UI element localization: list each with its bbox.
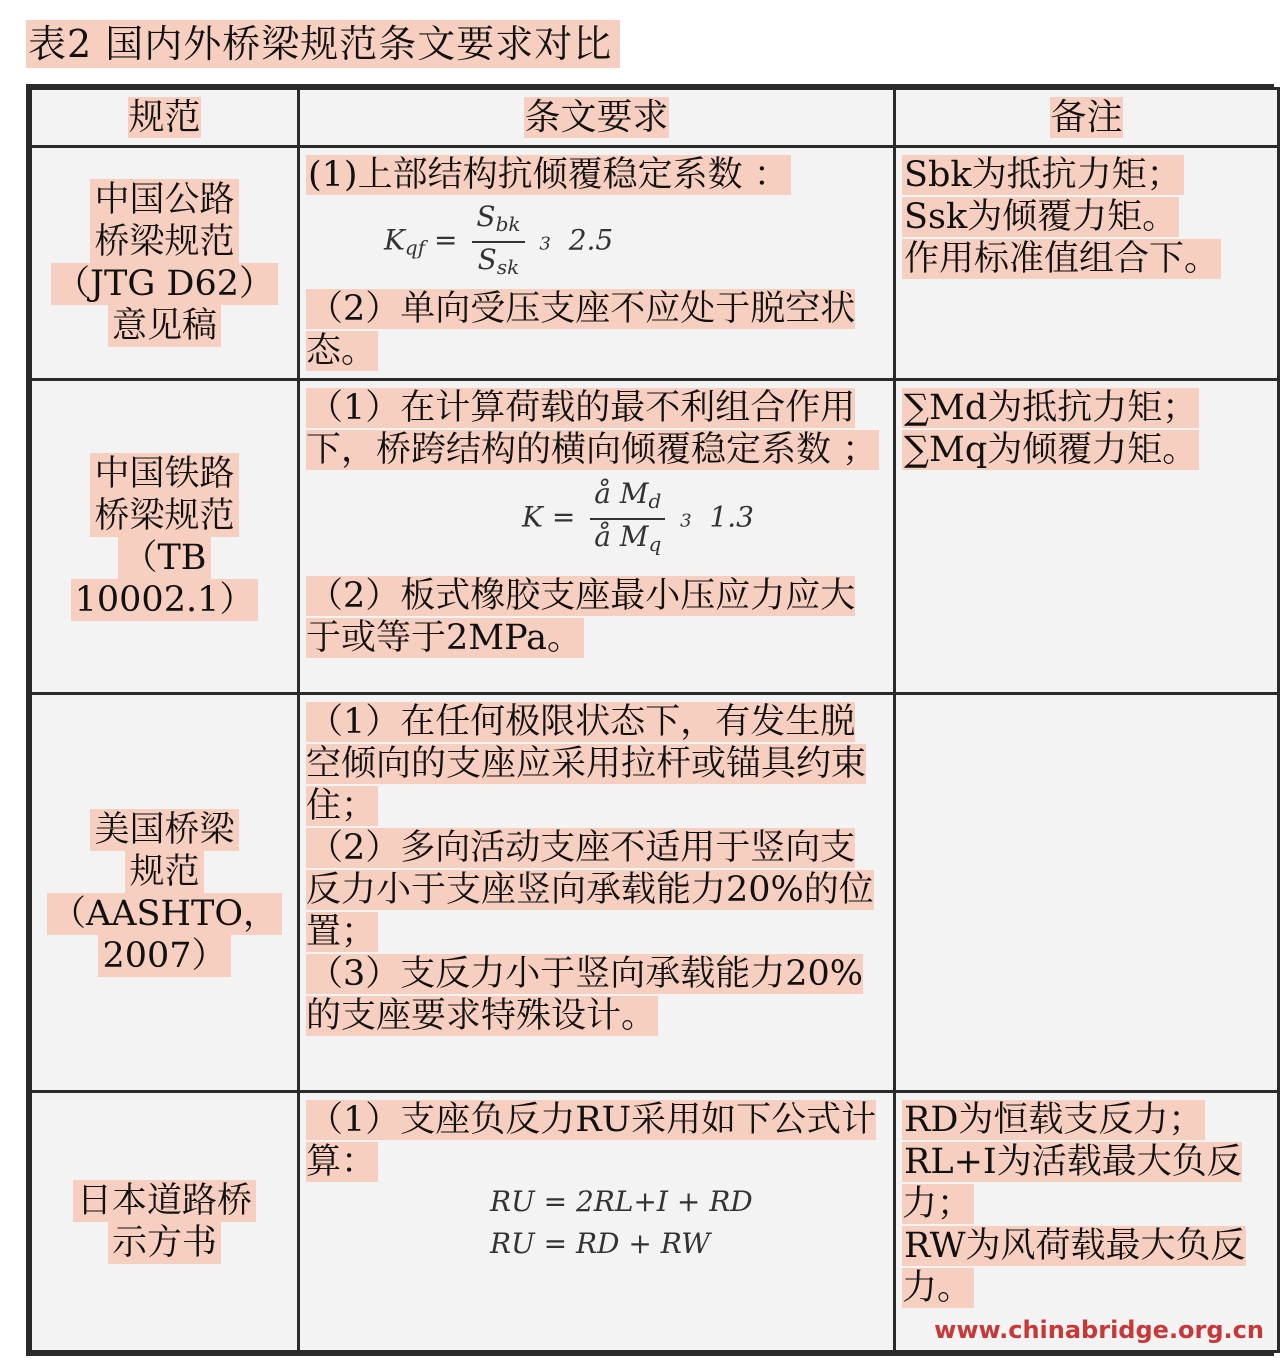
remark-cell bbox=[895, 694, 1279, 1092]
requirement-cell bbox=[299, 147, 895, 380]
header-remark: 备注 bbox=[895, 89, 1279, 147]
requirement-text: （2）单向受压支座不应处于脱空状态。 bbox=[306, 289, 856, 371]
requirement-cell bbox=[299, 380, 895, 694]
watermark: www.chinabridge.org.cn bbox=[934, 1316, 1264, 1344]
header-spec: 规范 bbox=[31, 89, 299, 147]
table-row bbox=[31, 147, 1279, 380]
requirement-text: （1）在计算荷载的最不利组合作用下，桥跨结构的横向倾覆稳定系数 ； bbox=[306, 388, 878, 470]
formula: K = $\frac{å M_d}{å M_q}$ 3 1.3 bbox=[522, 477, 754, 556]
requirement-text: （2）板式橡胶支座最小压应力应大于或等于2MPa。 bbox=[306, 576, 856, 658]
table-caption: 表2 国内外桥梁规范条文要求对比 bbox=[26, 20, 620, 68]
table-row bbox=[31, 380, 1279, 694]
requirement-text: （1）支座负反力RU采用如下公式计算： bbox=[306, 1100, 877, 1182]
formula: RU = RD + RW bbox=[490, 1227, 710, 1260]
comparison-table bbox=[26, 84, 1274, 1356]
formula: RU = 2RL+I + RD bbox=[490, 1185, 753, 1218]
remark-cell: RD为恒载支反力； RL+I为活载最大负反力； RW为风荷载最大负反力。 bbox=[895, 1092, 1279, 1352]
remark-cell: ∑Md为抵抗力矩； ∑Mq为倾覆力矩。 bbox=[895, 380, 1279, 694]
remark-cell: Sbk为抵抗力矩； Ssk为倾覆力矩。 作用标准值组合下。 bbox=[895, 147, 1279, 380]
header-requirement: 条文要求 bbox=[299, 89, 895, 147]
requirement-text: （1）在任何极限状态下，有发生脱空倾向的支座应采用拉杆或锚具约束住； bbox=[306, 702, 867, 826]
header-row bbox=[31, 89, 1279, 147]
requirement-cell bbox=[299, 1092, 895, 1352]
spec-cell: 日本道路桥 示方书 bbox=[31, 1092, 299, 1352]
requirement-cell bbox=[299, 694, 895, 1092]
spec-cell: 美国桥梁 规范 （AASHTO， 2007） bbox=[31, 694, 299, 1092]
table-row bbox=[31, 1092, 1279, 1352]
spec-cell: 中国铁路 桥梁规范 （TB 10002.1） bbox=[31, 380, 299, 694]
spec-cell: 中国公路 桥梁规范 （JTG D62） 意见稿 bbox=[31, 147, 299, 380]
formula: $K_{qf}$ = $\frac{S_{bk}}{S_{sk}}$ 3 2.5 bbox=[384, 200, 614, 279]
requirement-text: (1)上部结构抗倾覆稳定系数 ： bbox=[308, 155, 789, 195]
table-row bbox=[31, 694, 1279, 1092]
requirement-text: （2）多向活动支座不适用于竖向支反力小于支座竖向承载能力20%的位置； bbox=[306, 828, 874, 952]
requirement-text: （3）支反力小于竖向承载能力20%的支座要求特殊设计。 bbox=[306, 954, 864, 1036]
